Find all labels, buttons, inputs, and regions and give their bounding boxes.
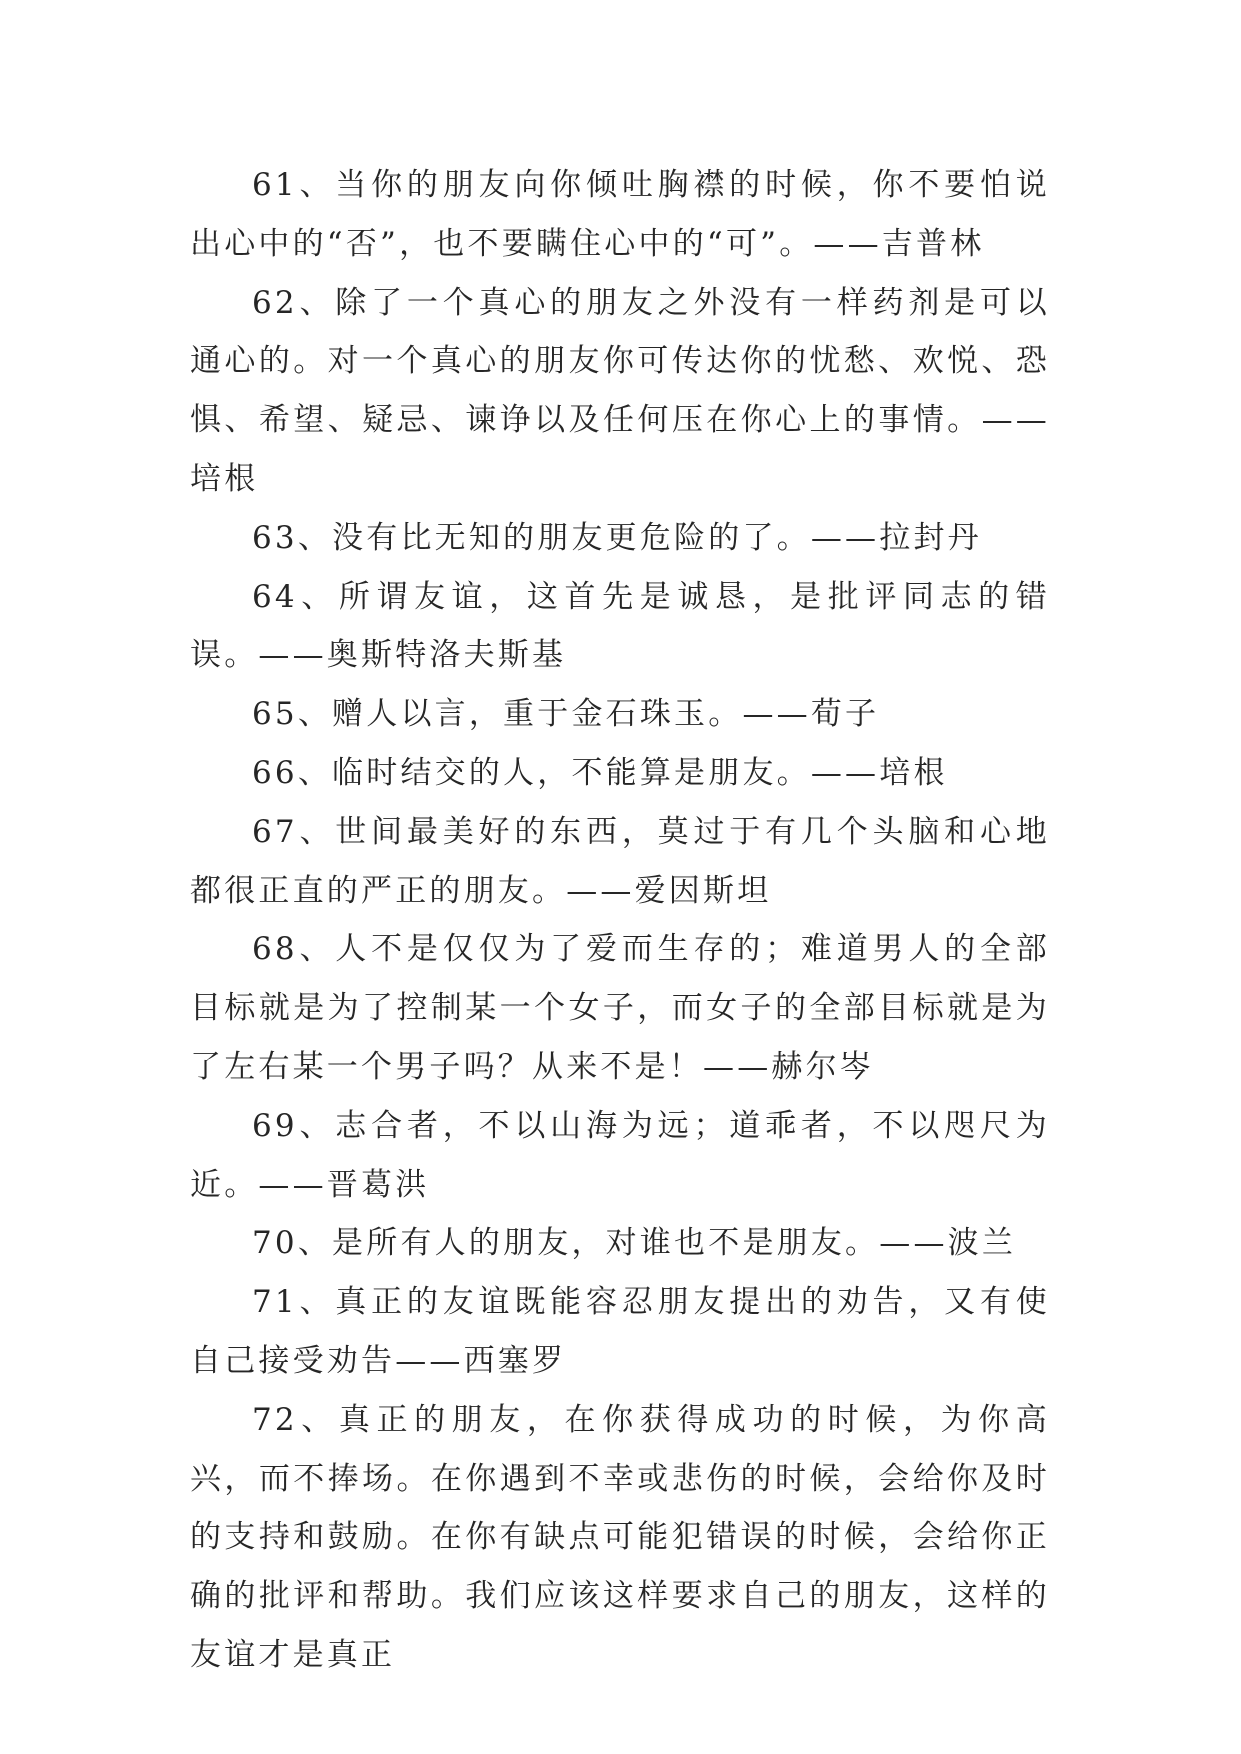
quote-paragraph-70: 70、是所有人的朋友，对谁也不是朋友。——波兰 bbox=[252, 1225, 1017, 1262]
quote-paragraph-67: 67、世间最美好的东西，莫过于有几个头脑和心地都很正直的严正的朋友。——爱因斯坦 bbox=[190, 813, 1050, 909]
quote-paragraph-69: 69、志合者，不以山海为远；道乖者，不以咫尺为近。——晋葛洪 bbox=[190, 1107, 1050, 1203]
quote-paragraph-61: 61、当你的朋友向你倾吐胸襟的时候，你不要怕说出心中的“否”，也不要瞒住心中的“可”。——吉普林 bbox=[190, 167, 1050, 262]
quote-paragraph-63: 63、没有比无知的朋友更危险的了。——拉封丹 bbox=[252, 519, 982, 556]
quote-paragraph-62: 62、除了一个真心的朋友之外没有一样药剂是可以通心的。对一个真心的朋友你可传达你的忧愁、欢悦、恐惧、希望、疑忌、谏诤以及任何压在你心上的事情。——培根 bbox=[190, 284, 1050, 497]
quote-paragraph-72: 72、真正的朋友，在你获得成功的时候，为你高兴，而不捧场。在你遇到不幸或悲伤的时候，会给你及时的支持和鼓励。在你有缺点可能犯错误的时候，会给你正确的批评和帮助。我们应该这样要求自己的朋友，这样的友谊才是真正 bbox=[190, 1401, 1050, 1673]
quote-paragraph-66: 66、临时结交的人，不能算是朋友。——培根 bbox=[252, 754, 948, 791]
quote-paragraph-65: 65、赠人以言，重于金石珠玉。——荀子 bbox=[252, 696, 880, 733]
document-body bbox=[190, 156, 1050, 1685]
quote-paragraph-68: 68、人不是仅仅为了爱而生存的；难道男人的全部目标就是为了控制某一个女子，而女子的全部目标就是为了左右某一个男子吗？从来不是！——赫尔岑 bbox=[190, 931, 1050, 1085]
quote-paragraph-71: 71、真正的友谊既能容忍朋友提出的劝告，又有使自己接受劝告——西塞罗 bbox=[190, 1284, 1050, 1379]
quote-paragraph-64: 64、所谓友谊，这首先是诚恳，是批评同志的错误。——奥斯特洛夫斯基 bbox=[190, 578, 1050, 674]
